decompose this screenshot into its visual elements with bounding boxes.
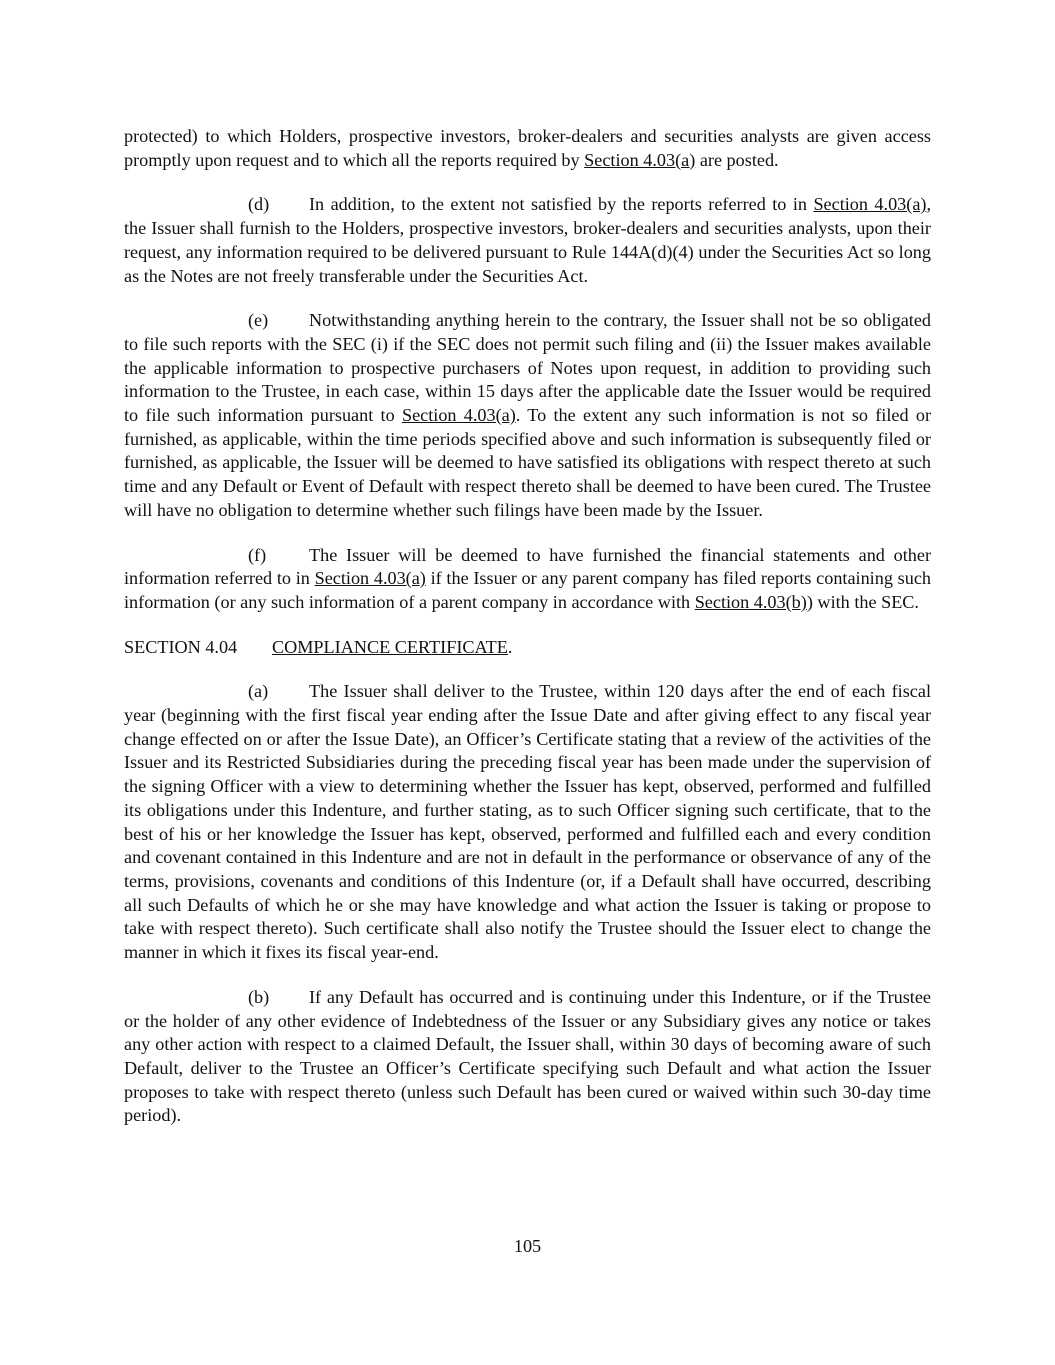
paragraph-a: (a) The Issuer shall deliver to the Trustee, within 120 days after the end of each fiscal year (beginning with the first fiscal year ending after the Issue Date and after giving effect to any fiscal year change effected on or after the Issue Date), an Officer’s Certificate stating that a review of the activities of the Issuer and its Restricted Subsidiaries during the preceding fiscal year has been made under the supervision of the signing Officer with a view to determining whether the Issuer has kept, observed, performed and fulfilled its obligations under this Indenture, and further stating, as to such Officer signing such certificate, that to the best of his or her knowledge the Issuer has kept, observed, performed and fulfilled each and every condition and covenant contained in this Indenture and are not in default in the performance or observance of any of the terms, provisions, covenants and conditions of this Indenture (or, if a Default shall have occurred, describing all such Defaults of which he or she may have knowledge and what action the Issuer is taking or propose to take with respect thereto). Such certificate shall also notify the Trustee should the Issuer elect to change the manner in which it fixes its fiscal year-end. xyxy=(124,681,931,963)
section-reference: Section 4.03(a) xyxy=(401,405,516,426)
section-reference: Section 4.03(a) xyxy=(813,194,927,215)
page-number: 105 xyxy=(513,1236,542,1256)
paragraph-label: (b) xyxy=(248,986,270,1007)
paragraph-continuation: protected) to which Holders, prospective investors, broker-dealers and securities analysts are given access promptly upon request and to which all the reports required by Section 4.03(a) are posted. xyxy=(124,126,931,170)
paragraph-e: (e) Notwithstanding anything herein to the contrary, the Issuer shall not be so obligated to file such reports with the SEC (i) if the SEC does not permit such filing and (ii) the Issuer makes available the applicable information to prospective purchasers of Notes upon request, in addition to providing such information to the Trustee, in each case, within 15 days after the applicable date the Issuer would be required to file such information pursuant to Section 4.03(a). To the extent any such information is not so filed or furnished, as applicable, within the time periods specified above and such information is subsequently filed or furnished, as applicable, the Issuer will be deemed to have satisfied its obligations with respect thereto at such time and any Default or Event of Default with respect thereto shall be deemed to have been cured. The Trustee will have no obligation to determine whether such filings have been made by the Issuer. xyxy=(124,310,931,520)
paragraph-b: (b) If any Default has occurred and is continuing under this Indenture, or if the Trustee or the holder of any other evidence of Indebtedness of the Issuer or any Subsidiary gives any notice or takes any other action with respect to a claimed Default, the Issuer shall, within 30 days of becoming aware of such Default, deliver to the Trustee an Officer’s Certificate specifying such Default and what action the Issuer proposes to take with respect thereto (unless such Default has been cured or waived within such 30-day time period). xyxy=(124,986,931,1126)
paragraph-label: (d) xyxy=(248,194,270,215)
paragraph-label: (f) xyxy=(248,544,267,565)
section-heading: SECTION 4.04 COMPLIANCE CERTIFICATE. xyxy=(124,636,931,660)
document-page xyxy=(124,125,931,1128)
paragraph-d: (d) In addition, to the extent not satisfied by the reports referred to in Section 4.03(a), the Issuer shall furnish to the Holders, prospective investors, broker-dealers and securities analysts, upon their request, any information required to be delivered pursuant to Rule 144A(d)(4) under the Securities Act so long as the Notes are not freely transferable under the Securities Act. xyxy=(124,194,931,286)
section-reference: Section 4.03(a) xyxy=(314,568,426,589)
paragraph-f: (f) The Issuer will be deemed to have furnished the financial statements and other information referred to in Section 4.03(a) if the Issuer or any parent company has filed reports containing such information (or any such information of a parent company in accordance with Section 4.03(b)) with the SEC. xyxy=(124,544,931,612)
paragraph-label: (a) xyxy=(248,681,269,702)
section-title: COMPLIANCE CERTIFICATE xyxy=(272,636,508,657)
section-reference: Section 4.03(b) xyxy=(694,591,807,612)
paragraph-label: (e) xyxy=(248,310,269,331)
section-reference: Section 4.03(a) xyxy=(584,149,696,170)
section-number: SECTION 4.04 xyxy=(124,636,238,657)
